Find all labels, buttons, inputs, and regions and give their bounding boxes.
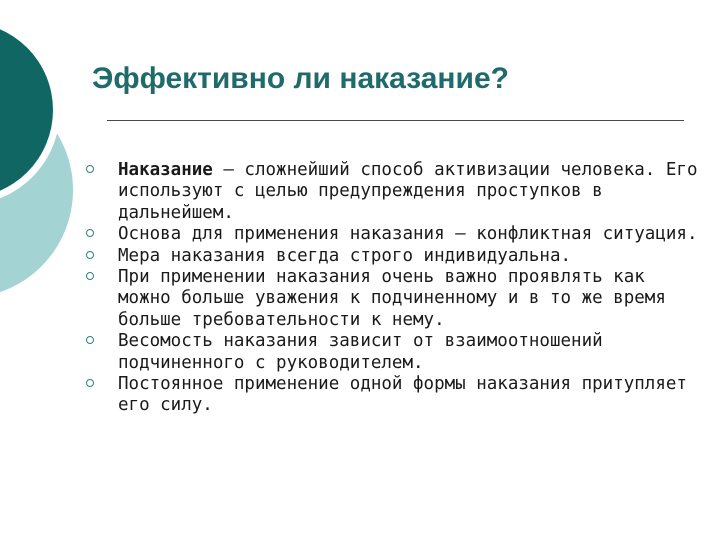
bullet-text: Мера наказания всегда строго индивидуальна. — [118, 245, 572, 266]
bullet-text: – сложнейший способ активизации человека. Его используют с целью предупреждения проступков в дальнейшем. — [118, 160, 698, 223]
bullet-item-6 — [86, 374, 701, 417]
circle-bullet-icon — [86, 251, 94, 259]
bullet-item-5 — [86, 331, 701, 374]
circle-bullet-icon — [86, 379, 94, 387]
circle-bullet-icon — [86, 336, 94, 344]
circle-bullet-icon — [86, 229, 94, 237]
bullet-text: Весомость наказания зависит от взаимоотношений подчиненного с руководителем. — [118, 331, 603, 373]
circle-bullet-icon — [86, 165, 94, 173]
bullet-item-2 — [86, 224, 701, 245]
bullet-item-3 — [86, 246, 701, 267]
slide-title: Эффективно ли наказание? — [92, 62, 509, 95]
bullet-item-4 — [86, 267, 701, 331]
bullet-list — [86, 160, 701, 417]
title-divider — [107, 120, 684, 121]
bullet-text: При применении наказания очень важно проявлять как можно больше уважения к подчиненному и в то же время больше требовательности к нему. — [118, 267, 666, 330]
bullet-term: Наказание — [118, 160, 213, 180]
circle-bullet-icon — [86, 272, 94, 280]
bullet-text: Основа для применения наказания – конфликтная ситуация. — [118, 224, 698, 245]
bullet-item-1 — [86, 160, 701, 224]
bullet-text: Постоянное применение одной формы наказания притупляет его силу. — [118, 374, 687, 416]
